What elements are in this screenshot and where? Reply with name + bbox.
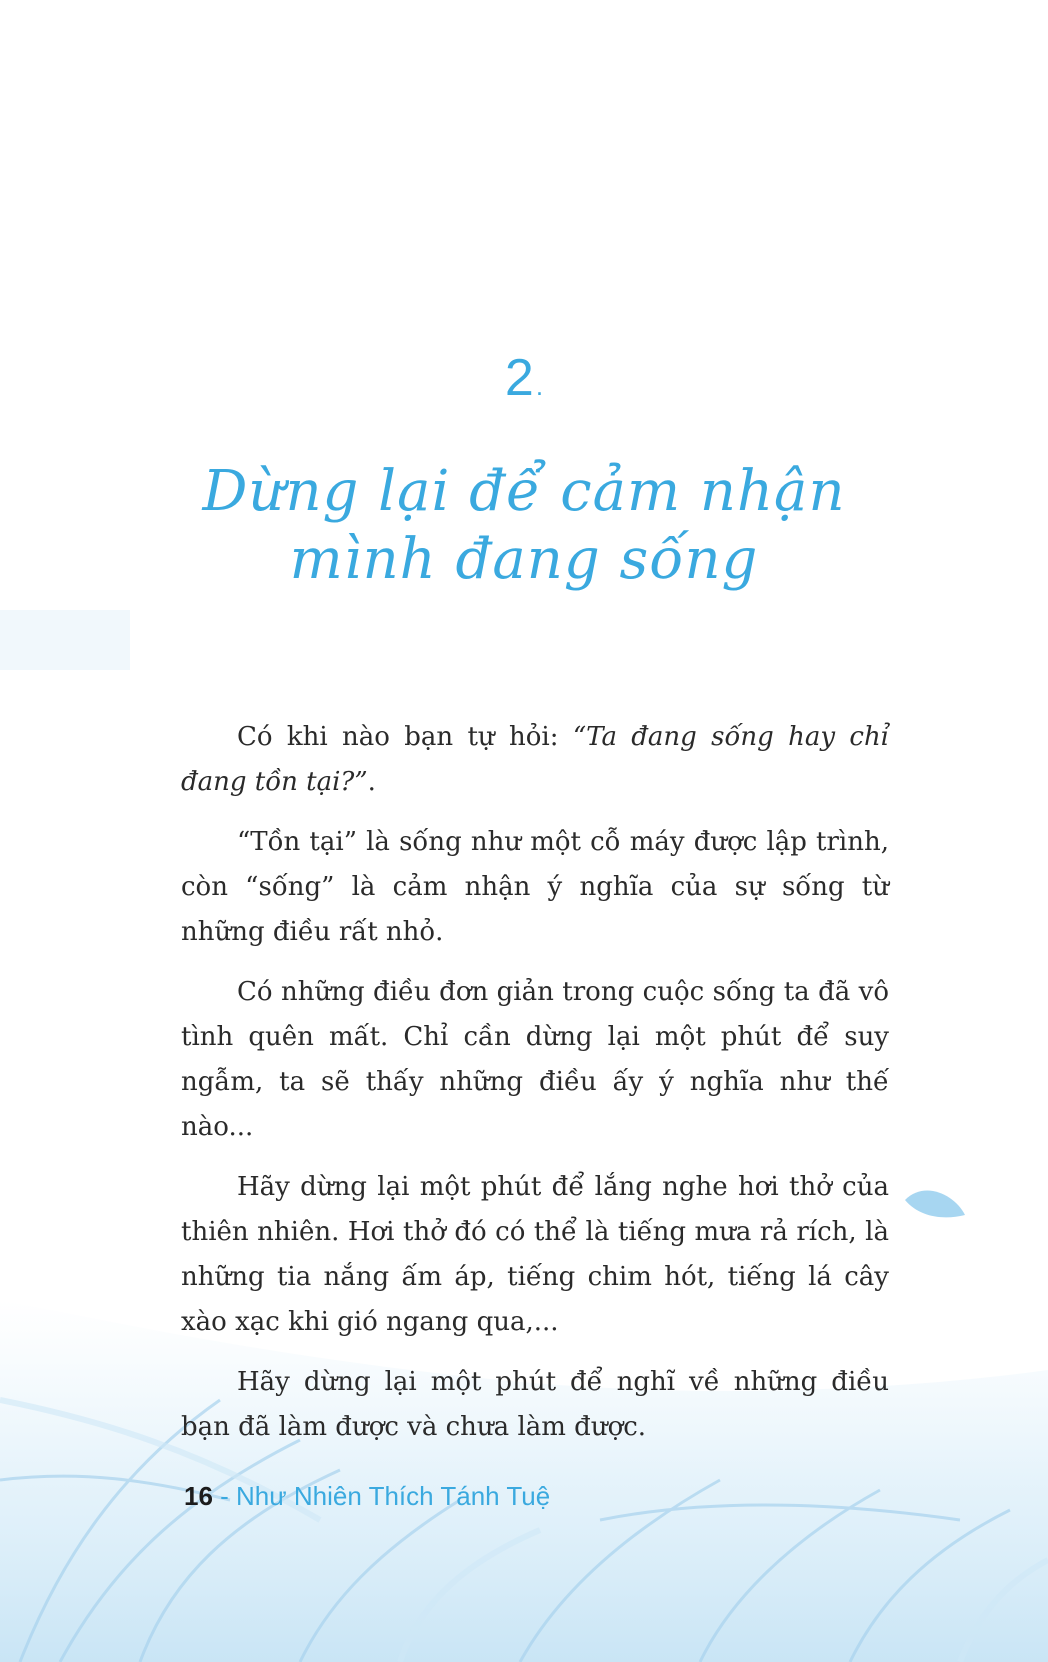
paragraph-4: Hãy dừng lại một phút để lắng nghe hơi thở của thiên nhiên. Hơi thở đó có thể là tiếng mưa rả rích, là những tia nắng ấm áp, tiếng chim hót, tiếng lá cây xào xạc khi gió ngang qua,... — [181, 1172, 889, 1337]
page-number: 16 — [184, 1481, 213, 1511]
page-footer — [184, 1481, 550, 1512]
author-name: Như Nhiên Thích Tánh Tuệ — [236, 1481, 551, 1511]
paragraph-1-end: . — [367, 767, 376, 797]
chapter-number-dot: . — [535, 371, 544, 401]
paragraph-1 — [181, 715, 889, 805]
paragraph-2: “Tồn tại” là sống như một cỗ máy được lập trình, còn “sống” là cảm nhận ý nghĩa của sự sống từ những điều rất nhỏ. — [181, 827, 889, 947]
footer-separator: - — [212, 1481, 237, 1511]
paragraph-3: Có những điều đơn giản trong cuộc sống ta đã vô tình quên mất. Chỉ cần dừng lại một phút để suy ngẫm, ta sẽ thấy những điều ấy ý nghĩa như thế nào... — [181, 977, 889, 1142]
left-wash — [0, 610, 130, 670]
chapter-title-line-2: mình đang sống — [289, 527, 759, 592]
chapter-number — [0, 349, 1048, 407]
leaf-shape — [905, 1191, 965, 1218]
paragraph-1-intro: Có khi nào bạn tự hỏi: — [237, 722, 573, 752]
chapter-title — [0, 458, 1048, 594]
chapter-number-digit: 2 — [504, 349, 534, 407]
paragraph-5: Hãy dừng lại một phút để nghĩ về những điều bạn đã làm được và chưa làm được. — [181, 1367, 889, 1442]
body-text — [181, 715, 889, 1465]
paragraph-1-quote: “Ta đang sống hay chỉ đang tồn tại?” — [181, 722, 890, 797]
chapter-title-line-1: Dừng lại để cảm nhận — [202, 459, 846, 524]
